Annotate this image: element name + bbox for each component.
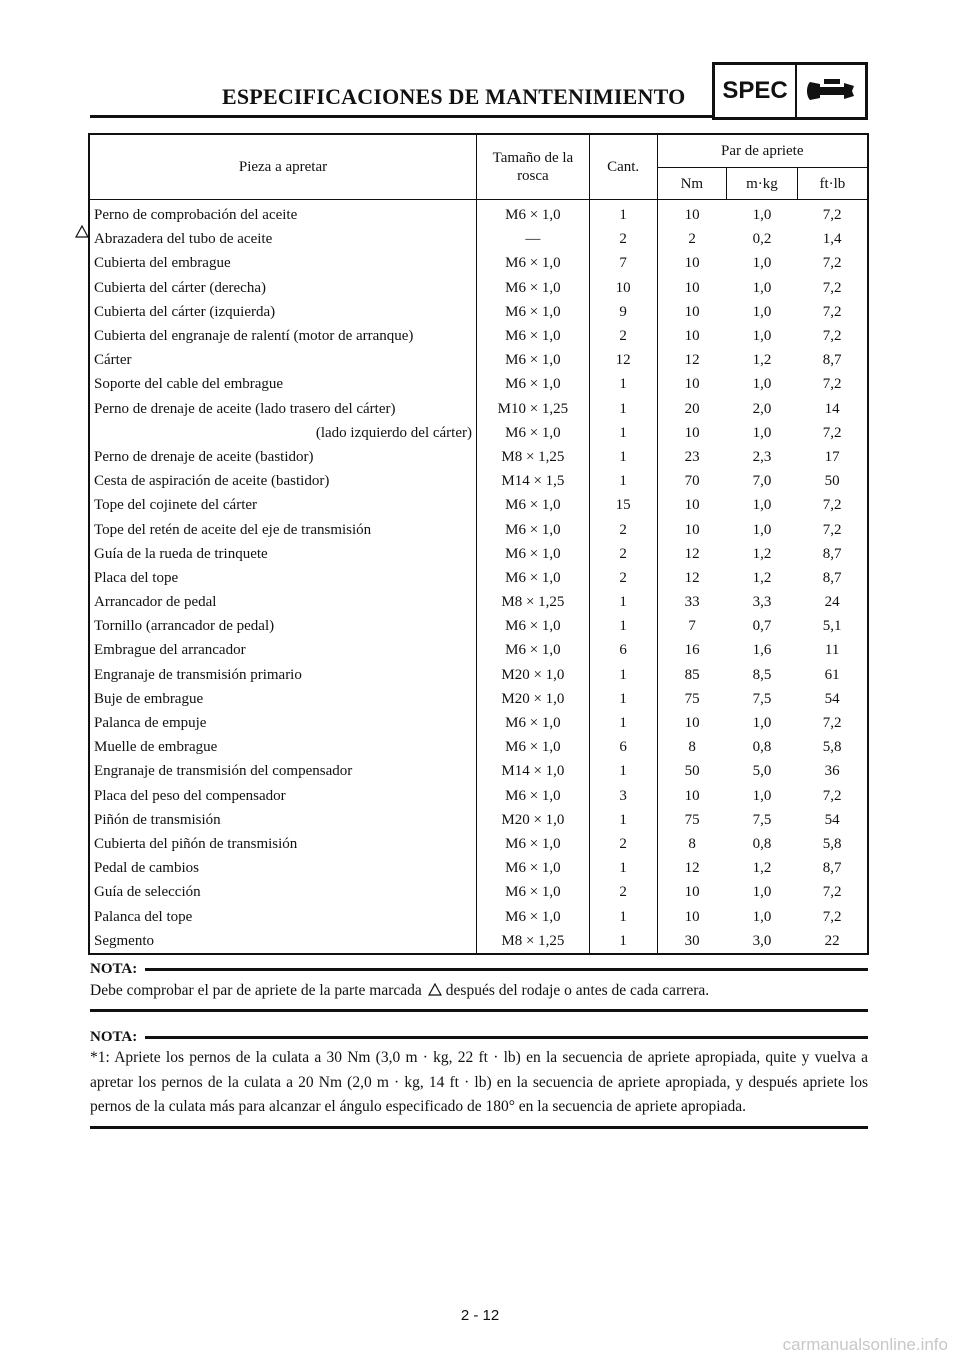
cell-ftlb: 54 (824, 690, 840, 707)
cell-nm: 10 (684, 908, 700, 925)
cell-thread-size: M10 × 1,25 (477, 397, 590, 421)
cell-nm: 10 (684, 207, 700, 224)
cell-nm: 8 (688, 835, 696, 852)
note-1 (90, 961, 868, 1012)
cell-mkg: 1,2 (752, 545, 772, 562)
table-row (89, 929, 868, 954)
cell-thread-size: M14 × 1,5 (477, 469, 590, 493)
table-row (89, 372, 868, 396)
cell-mkg: 1,2 (752, 860, 772, 877)
cell-ftlb: 7,2 (822, 328, 842, 345)
cell-quantity: 9 (589, 300, 657, 324)
cell-mkg: 1,0 (752, 497, 772, 514)
cell-thread-size: M20 × 1,0 (477, 663, 590, 687)
note-1-label: NOTA: (90, 961, 138, 977)
table-row (89, 300, 868, 324)
cell-nm: 75 (684, 811, 700, 828)
table-row (89, 445, 868, 469)
cell-mkg: 2,0 (752, 400, 772, 417)
header-nm: Nm (657, 168, 727, 200)
cell-part: Placa del peso del compensador (89, 784, 477, 808)
cell-quantity: 6 (589, 735, 657, 759)
cell-mkg: 5,0 (752, 763, 772, 780)
cell-thread-size: M20 × 1,0 (477, 808, 590, 832)
cell-part: Tope del retén de aceite del eje de transmisión (89, 517, 477, 541)
note-2-rule (145, 1036, 868, 1039)
cell-nm: 8 (688, 739, 696, 756)
cell-thread-size: M6 × 1,0 (477, 735, 590, 759)
cell-quantity: 1 (589, 421, 657, 445)
cell-ftlb: 7,2 (822, 303, 842, 320)
cell-quantity: 1 (589, 856, 657, 880)
cell-thread-size: M6 × 1,0 (477, 300, 590, 324)
cell-part: Abrazadera del tubo de aceite (89, 227, 477, 251)
cell-nm: 10 (684, 787, 700, 804)
cell-nm: 16 (684, 642, 700, 659)
cell-thread-size: M8 × 1,25 (477, 590, 590, 614)
table-row (89, 421, 868, 445)
cell-nm: 10 (684, 884, 700, 901)
cell-quantity: 1 (589, 687, 657, 711)
cell-nm: 10 (684, 279, 700, 296)
cell-nm: 10 (684, 255, 700, 272)
watermark: carmanualsonline.info (782, 1335, 948, 1354)
cell-mkg: 3,3 (752, 594, 772, 611)
cell-ftlb: 5,8 (822, 835, 842, 852)
cell-quantity: 1 (589, 372, 657, 396)
cell-mkg: 1,0 (752, 715, 772, 732)
cell-thread-size: M6 × 1,0 (477, 638, 590, 662)
header-rule (90, 115, 712, 118)
cell-quantity: 2 (589, 542, 657, 566)
cell-part: Cubierta del piñón de transmisión (89, 832, 477, 856)
note-1-text: Debe comprobar el par de apriete de la parte marcada después del rodaje o antes de cada carrera. (90, 979, 868, 1005)
cell-mkg: 7,5 (752, 811, 772, 828)
table-row (89, 324, 868, 348)
cell-mkg: 7,0 (752, 473, 772, 490)
cell-ftlb: 8,7 (822, 545, 842, 562)
cell-ftlb: 7,2 (822, 715, 842, 732)
cell-ftlb: 5,1 (822, 618, 842, 635)
cell-nm: 10 (684, 328, 700, 345)
cell-mkg: 0,7 (752, 618, 772, 635)
cell-quantity: 2 (589, 566, 657, 590)
cell-part: Cubierta del engranaje de ralentí (motor de arranque) (89, 324, 477, 348)
cell-thread-size: M6 × 1,0 (477, 566, 590, 590)
cell-quantity: 6 (589, 638, 657, 662)
cell-ftlb: 7,2 (822, 884, 842, 901)
cell-ftlb: 1,4 (822, 231, 842, 248)
page-number: 2 - 12 (460, 1307, 500, 1324)
cell-thread-size: M6 × 1,0 (477, 276, 590, 300)
table-row (89, 200, 868, 228)
header-quantity: Cant. (589, 134, 657, 200)
cell-mkg: 1,0 (752, 376, 772, 393)
cell-thread-size: M6 × 1,0 (477, 614, 590, 638)
cell-thread-size: M6 × 1,0 (477, 711, 590, 735)
header-part: Pieza a apretar (89, 134, 477, 200)
cell-thread-size: M6 × 1,0 (477, 904, 590, 928)
cell-quantity: 1 (589, 711, 657, 735)
cell-thread-size: M6 × 1,0 (477, 421, 590, 445)
cell-quantity: 3 (589, 784, 657, 808)
cell-quantity: 1 (589, 614, 657, 638)
cell-quantity: 1 (589, 759, 657, 783)
table-row (89, 227, 868, 251)
cell-ftlb: 7,2 (822, 497, 842, 514)
cell-mkg: 1,6 (752, 642, 772, 659)
cell-thread-size: M6 × 1,0 (477, 880, 590, 904)
table-row (89, 856, 868, 880)
table-row (89, 469, 868, 493)
page-title: ESPECIFICACIONES DE MANTENIMIENTO (222, 84, 686, 109)
cell-nm: 75 (684, 690, 700, 707)
cell-mkg: 0,8 (752, 739, 772, 756)
cell-quantity: 1 (589, 469, 657, 493)
cell-quantity: 2 (589, 227, 657, 251)
cell-mkg: 1,0 (752, 424, 772, 441)
cell-nm: 10 (684, 521, 700, 538)
cell-nm: 10 (684, 424, 700, 441)
cell-mkg: 1,0 (752, 328, 772, 345)
cell-mkg: 1,0 (752, 521, 772, 538)
cell-ftlb: 24 (824, 594, 840, 611)
cell-quantity: 12 (589, 348, 657, 372)
cell-thread-size: M8 × 1,25 (477, 445, 590, 469)
cell-nm: 12 (684, 860, 700, 877)
table-row (89, 808, 868, 832)
cell-nm: 70 (684, 473, 700, 490)
cell-part: Perno de comprobación del aceite (89, 200, 477, 228)
cell-mkg: 1,0 (752, 908, 772, 925)
header-mkg: m·kg (727, 168, 798, 200)
cell-mkg: 1,0 (752, 303, 772, 320)
table-row (89, 784, 868, 808)
cell-part: Palanca del tope (89, 904, 477, 928)
spec-badge (712, 62, 868, 120)
cell-nm: 23 (684, 448, 700, 465)
torque-spec-table (88, 133, 869, 955)
cell-quantity: 1 (589, 808, 657, 832)
cell-nm: 12 (684, 545, 700, 562)
header-ftlb: ft·lb (797, 168, 868, 200)
cell-thread-size: M6 × 1,0 (477, 372, 590, 396)
cell-quantity: 1 (589, 929, 657, 954)
cell-thread-size: M6 × 1,0 (477, 784, 590, 808)
cell-ftlb: 7,2 (822, 279, 842, 296)
cell-ftlb: 7,2 (822, 424, 842, 441)
cell-thread-size: M6 × 1,0 (477, 251, 590, 275)
cell-thread-size: M6 × 1,0 (477, 542, 590, 566)
cell-part: Pedal de cambios (89, 856, 477, 880)
cell-quantity: 7 (589, 251, 657, 275)
cell-part: Cárter (89, 348, 477, 372)
cell-thread-size: M6 × 1,0 (477, 832, 590, 856)
cell-thread-size: — (477, 227, 590, 251)
note-2-end-rule (90, 1126, 868, 1129)
table-row (89, 904, 868, 928)
cell-ftlb: 11 (824, 642, 840, 659)
cell-mkg: 1,2 (752, 569, 772, 586)
table-row (89, 542, 868, 566)
cell-ftlb: 36 (824, 763, 840, 780)
table-row (89, 590, 868, 614)
spec-label: SPEC (715, 65, 797, 117)
cell-part: Guía de la rueda de trinquete (89, 542, 477, 566)
cell-thread-size: M6 × 1,0 (477, 856, 590, 880)
cell-thread-size: M6 × 1,0 (477, 324, 590, 348)
cell-part: Muelle de embrague (89, 735, 477, 759)
cell-thread-size: M6 × 1,0 (477, 493, 590, 517)
marked-row-triangle-icon (75, 225, 89, 243)
cell-quantity: 2 (589, 517, 657, 541)
note-1-end-rule (90, 1009, 868, 1012)
cell-part: Engranaje de transmisión primario (89, 663, 477, 687)
cell-thread-size: M8 × 1,25 (477, 929, 590, 954)
cell-nm: 2 (688, 231, 696, 248)
cell-ftlb: 17 (824, 448, 840, 465)
cell-ftlb: 8,7 (822, 569, 842, 586)
cell-ftlb: 54 (824, 811, 840, 828)
table-row (89, 687, 868, 711)
cell-quantity: 1 (589, 590, 657, 614)
cell-ftlb: 7,2 (822, 255, 842, 272)
cell-ftlb: 7,2 (822, 207, 842, 224)
cell-part: Cubierta del cárter (izquierda) (89, 300, 477, 324)
cell-part: Arrancador de pedal (89, 590, 477, 614)
cell-quantity: 2 (589, 832, 657, 856)
cell-thread-size: M6 × 1,0 (477, 348, 590, 372)
cell-part: Palanca de empuje (89, 711, 477, 735)
cell-part: Cubierta del cárter (derecha) (89, 276, 477, 300)
table-row (89, 880, 868, 904)
cell-quantity: 2 (589, 324, 657, 348)
cell-mkg: 1,0 (752, 255, 772, 272)
cell-quantity: 1 (589, 397, 657, 421)
cell-quantity: 1 (589, 904, 657, 928)
cell-thread-size: M20 × 1,0 (477, 687, 590, 711)
header-thread-size: Tamaño de la rosca (477, 134, 590, 200)
cell-thread-size: M6 × 1,0 (477, 517, 590, 541)
table-row (89, 276, 868, 300)
cell-ftlb: 7,2 (822, 787, 842, 804)
table-row (89, 663, 868, 687)
cell-mkg: 3,0 (752, 932, 772, 949)
cell-mkg: 1,0 (752, 279, 772, 296)
cell-part: Cubierta del embrague (89, 251, 477, 275)
cell-ftlb: 7,2 (822, 521, 842, 538)
cell-nm: 12 (684, 352, 700, 369)
cell-part: Guía de selección (89, 880, 477, 904)
note-2-text: *1: Apriete los pernos de la culata a 30 Nm (3,0 m · kg, 22 ft · lb) en la secuencia de apriete apropiada, quite y vuelva a apretar los pernos de la culata a 20 Nm (2,0 m · kg, 14 ft · lb) en la secuencia de apriete apropiada, y después apriete los pernos de la culata más para alcanzar el ángulo especificado de 180° en la secuencia de apriete apropiada. (90, 1049, 868, 1115)
cell-nm: 30 (684, 932, 700, 949)
table-row (89, 759, 868, 783)
cell-nm: 85 (684, 666, 700, 683)
table-row (89, 493, 868, 517)
cell-nm: 10 (684, 715, 700, 732)
cell-nm: 10 (684, 497, 700, 514)
cell-part: Placa del tope (89, 566, 477, 590)
cell-mkg: 1,0 (752, 787, 772, 804)
cell-quantity: 10 (589, 276, 657, 300)
cell-part: Piñón de transmisión (89, 808, 477, 832)
cell-part: Perno de drenaje de aceite (bastidor) (89, 445, 477, 469)
triangle-marker-icon (428, 980, 442, 1005)
cell-ftlb: 8,7 (822, 860, 842, 877)
note-2-label: NOTA: (90, 1029, 138, 1045)
cell-ftlb: 22 (824, 932, 840, 949)
table-row (89, 348, 868, 372)
cell-quantity: 1 (589, 663, 657, 687)
table-row (89, 735, 868, 759)
wrench-icon (797, 65, 865, 117)
cell-part: (lado izquierdo del cárter) (89, 421, 477, 445)
cell-mkg: 0,2 (752, 231, 772, 248)
cell-mkg: 1,0 (752, 207, 772, 224)
cell-mkg: 7,5 (752, 690, 772, 707)
note-1-rule (145, 968, 868, 971)
cell-mkg: 8,5 (752, 666, 772, 683)
table-row (89, 566, 868, 590)
cell-part: Segmento (89, 929, 477, 954)
table-row (89, 638, 868, 662)
cell-quantity: 2 (589, 880, 657, 904)
cell-part: Soporte del cable del embrague (89, 372, 477, 396)
table-row (89, 832, 868, 856)
cell-part: Perno de drenaje de aceite (lado trasero del cárter) (89, 397, 477, 421)
table-row (89, 711, 868, 735)
cell-nm: 7 (688, 618, 696, 635)
cell-ftlb: 7,2 (822, 908, 842, 925)
cell-nm: 33 (684, 594, 700, 611)
cell-nm: 12 (684, 569, 700, 586)
cell-nm: 20 (684, 400, 700, 417)
cell-ftlb: 8,7 (822, 352, 842, 369)
note-2 (90, 1029, 868, 1129)
table-row (89, 251, 868, 275)
table-row (89, 397, 868, 421)
cell-thread-size: M14 × 1,0 (477, 759, 590, 783)
cell-quantity: 15 (589, 493, 657, 517)
table-row (89, 517, 868, 541)
cell-part: Cesta de aspiración de aceite (bastidor) (89, 469, 477, 493)
cell-quantity: 1 (589, 445, 657, 469)
cell-ftlb: 14 (824, 400, 840, 417)
cell-part: Tope del cojinete del cárter (89, 493, 477, 517)
cell-mkg: 2,3 (752, 448, 772, 465)
header-torque: Par de apriete (657, 134, 868, 168)
cell-nm: 10 (684, 376, 700, 393)
cell-part: Embrague del arrancador (89, 638, 477, 662)
cell-part: Buje de embrague (89, 687, 477, 711)
table-row (89, 614, 868, 638)
cell-mkg: 0,8 (752, 835, 772, 852)
cell-part: Tornillo (arrancador de pedal) (89, 614, 477, 638)
cell-thread-size: M6 × 1,0 (477, 200, 590, 228)
cell-quantity: 1 (589, 200, 657, 228)
cell-ftlb: 5,8 (822, 739, 842, 756)
cell-ftlb: 61 (824, 666, 840, 683)
cell-nm: 50 (684, 763, 700, 780)
cell-mkg: 1,2 (752, 352, 772, 369)
cell-ftlb: 7,2 (822, 376, 842, 393)
cell-mkg: 1,0 (752, 884, 772, 901)
cell-nm: 10 (684, 303, 700, 320)
cell-ftlb: 50 (824, 473, 840, 490)
cell-part: Engranaje de transmisión del compensador (89, 759, 477, 783)
